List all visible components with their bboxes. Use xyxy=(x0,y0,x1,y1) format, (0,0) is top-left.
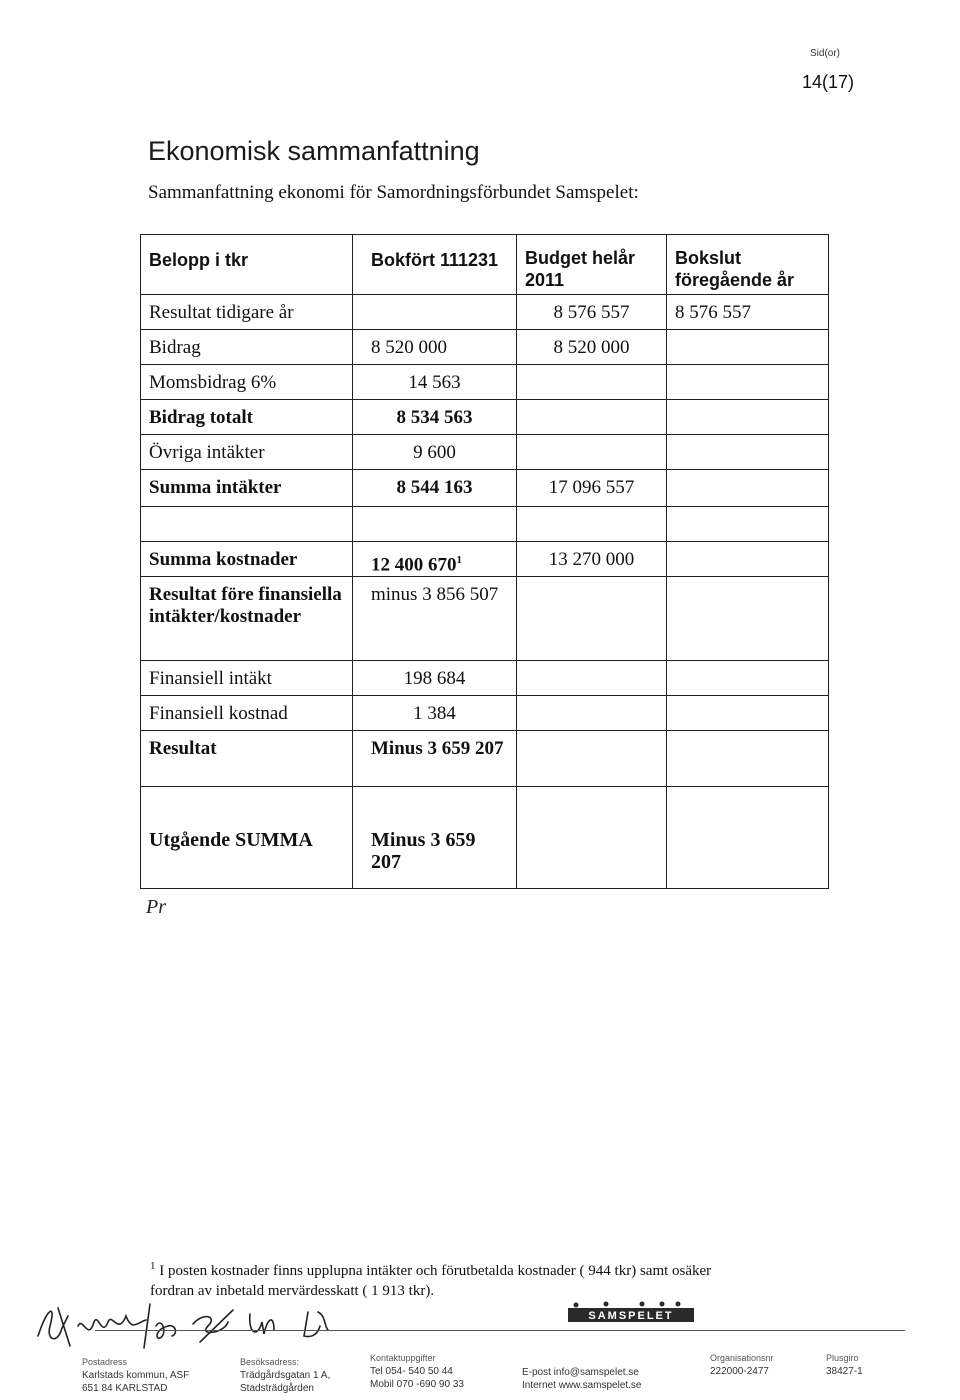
row-budget xyxy=(517,731,667,787)
row-label: Övriga intäkter xyxy=(141,435,353,470)
row-prev xyxy=(667,787,829,889)
footer-visit-line: Stadsträdgården xyxy=(240,1383,314,1394)
table-row-empty xyxy=(141,507,829,542)
row-booked-value: 12 400 670 xyxy=(371,554,457,576)
row-label xyxy=(141,507,353,542)
table-row xyxy=(141,365,829,400)
table-row xyxy=(141,787,829,889)
table-row xyxy=(141,542,829,577)
table-row xyxy=(141,661,829,696)
row-prev xyxy=(667,661,829,696)
row-prev: 8 576 557 xyxy=(667,295,829,330)
footer-visit-label: Besöksadress: xyxy=(240,1357,300,1367)
row-label: Momsbidrag 6% xyxy=(141,365,353,400)
page-number: 14(17) xyxy=(801,72,854,92)
signatures xyxy=(28,1286,358,1358)
row-prev xyxy=(667,365,829,400)
footer-divider xyxy=(95,1330,905,1331)
footnote-text: I posten kostnader finns upplupna intäkter och förutbetalda kostnader ( 944 tkr) samt osäker fordran av inbetald mervärdesskatt ( 1 913 tkr). xyxy=(150,1263,712,1299)
row-budget xyxy=(517,435,667,470)
page-label: Sid(or) xyxy=(809,48,840,59)
footer-org xyxy=(710,1352,774,1378)
row-booked xyxy=(353,295,517,330)
row-label: Finansiell intäkt xyxy=(141,661,353,696)
footer-postal-line: Karlstads kommun, ASF xyxy=(82,1370,190,1381)
row-booked: Minus 3 659 207 xyxy=(353,731,517,787)
handwritten-initials: Pr xyxy=(146,896,166,918)
row-booked: 14 563 xyxy=(353,365,517,400)
row-prev xyxy=(667,731,829,787)
table-row xyxy=(141,435,829,470)
row-prev xyxy=(667,696,829,731)
footer-plusgiro-label: Plusgiro xyxy=(826,1353,859,1363)
footer-contact-label: Kontaktuppgifter xyxy=(370,1353,436,1363)
footer-website: Internet www.samspelet.se xyxy=(522,1380,642,1391)
row-booked: 8 544 163 xyxy=(353,470,517,507)
table-row xyxy=(141,577,829,661)
footer-email: E-post info@samspelet.se xyxy=(522,1367,639,1378)
table-row xyxy=(141,731,829,787)
logo-text: SAMSPELET xyxy=(588,1310,674,1322)
row-booked: 198 684 xyxy=(353,661,517,696)
footer-postal-line: 651 84 KARLSTAD xyxy=(82,1383,168,1394)
row-budget: 17 096 557 xyxy=(517,470,667,507)
row-budget xyxy=(517,577,667,661)
footer-postal xyxy=(82,1356,189,1395)
row-budget: 13 270 000 xyxy=(517,542,667,577)
row-budget xyxy=(517,365,667,400)
footer-postal-label: Postadress xyxy=(82,1357,128,1367)
row-label: Resultat tidigare år xyxy=(141,295,353,330)
footnote-marker: 1 xyxy=(150,1260,156,1272)
row-label: Resultat före finansiella intäkter/kostnader xyxy=(141,577,353,661)
footer-web xyxy=(522,1366,642,1392)
footer-org-label: Organisationsnr xyxy=(710,1353,774,1363)
row-booked: 8 520 000 xyxy=(353,330,517,365)
row-booked: 1 384 xyxy=(353,696,517,731)
footer-contact-line: Mobil 070 -690 90 33 xyxy=(370,1379,464,1390)
row-prev xyxy=(667,435,829,470)
header-amount: Belopp i tkr xyxy=(141,235,353,295)
row-budget: 8 520 000 xyxy=(517,330,667,365)
samspelet-logo xyxy=(566,1300,696,1328)
row-label: Bidrag totalt xyxy=(141,400,353,435)
row-label: Resultat xyxy=(141,731,353,787)
table-row xyxy=(141,470,829,507)
row-booked: Minus 3 659 207 xyxy=(353,787,517,889)
row-budget: 8 576 557 xyxy=(517,295,667,330)
row-prev xyxy=(667,470,829,507)
row-booked: minus 3 856 507 xyxy=(353,577,517,661)
row-budget xyxy=(517,507,667,542)
row-budget xyxy=(517,696,667,731)
row-prev xyxy=(667,507,829,542)
row-prev xyxy=(667,330,829,365)
footer-plusgiro xyxy=(826,1352,863,1378)
table-row xyxy=(141,400,829,435)
row-booked: 8 534 563 xyxy=(353,400,517,435)
footer-org-value: 222000-2477 xyxy=(710,1366,769,1377)
table-header-row xyxy=(141,235,829,295)
header-booked: Bokfört 111231 xyxy=(353,235,517,295)
header-budget: Budget helår 2011 xyxy=(517,235,667,295)
row-prev xyxy=(667,400,829,435)
header-prev-year: Bokslut föregående år xyxy=(667,235,829,295)
row-label: Finansiell kostnad xyxy=(141,696,353,731)
footer-visit xyxy=(240,1356,330,1395)
page-subtitle: Sammanfattning ekonomi för Samordningsförbundet Samspelet: xyxy=(148,182,639,203)
page-title: Ekonomisk sammanfattning xyxy=(148,136,480,166)
row-booked xyxy=(353,542,517,577)
table-row xyxy=(141,295,829,330)
footer-contact xyxy=(370,1352,464,1391)
row-booked xyxy=(353,507,517,542)
row-prev xyxy=(667,542,829,577)
table-row xyxy=(141,696,829,731)
row-prev xyxy=(667,577,829,661)
row-label: Utgående SUMMA xyxy=(141,787,353,889)
footer-visit-line: Trädgårdsgatan 1 A, xyxy=(240,1370,331,1381)
row-label: Summa kostnader xyxy=(141,542,353,577)
table-row xyxy=(141,330,829,365)
row-budget xyxy=(517,661,667,696)
row-label: Bidrag xyxy=(141,330,353,365)
footnote-ref: 1 xyxy=(456,554,462,566)
footer-plusgiro-value: 38427-1 xyxy=(826,1366,863,1377)
row-booked: 9 600 xyxy=(353,435,517,470)
row-label: Summa intäkter xyxy=(141,470,353,507)
footer-contact-line: Tel 054- 540 50 44 xyxy=(370,1366,453,1377)
row-budget xyxy=(517,400,667,435)
row-budget xyxy=(517,787,667,889)
summary-table xyxy=(140,234,829,889)
